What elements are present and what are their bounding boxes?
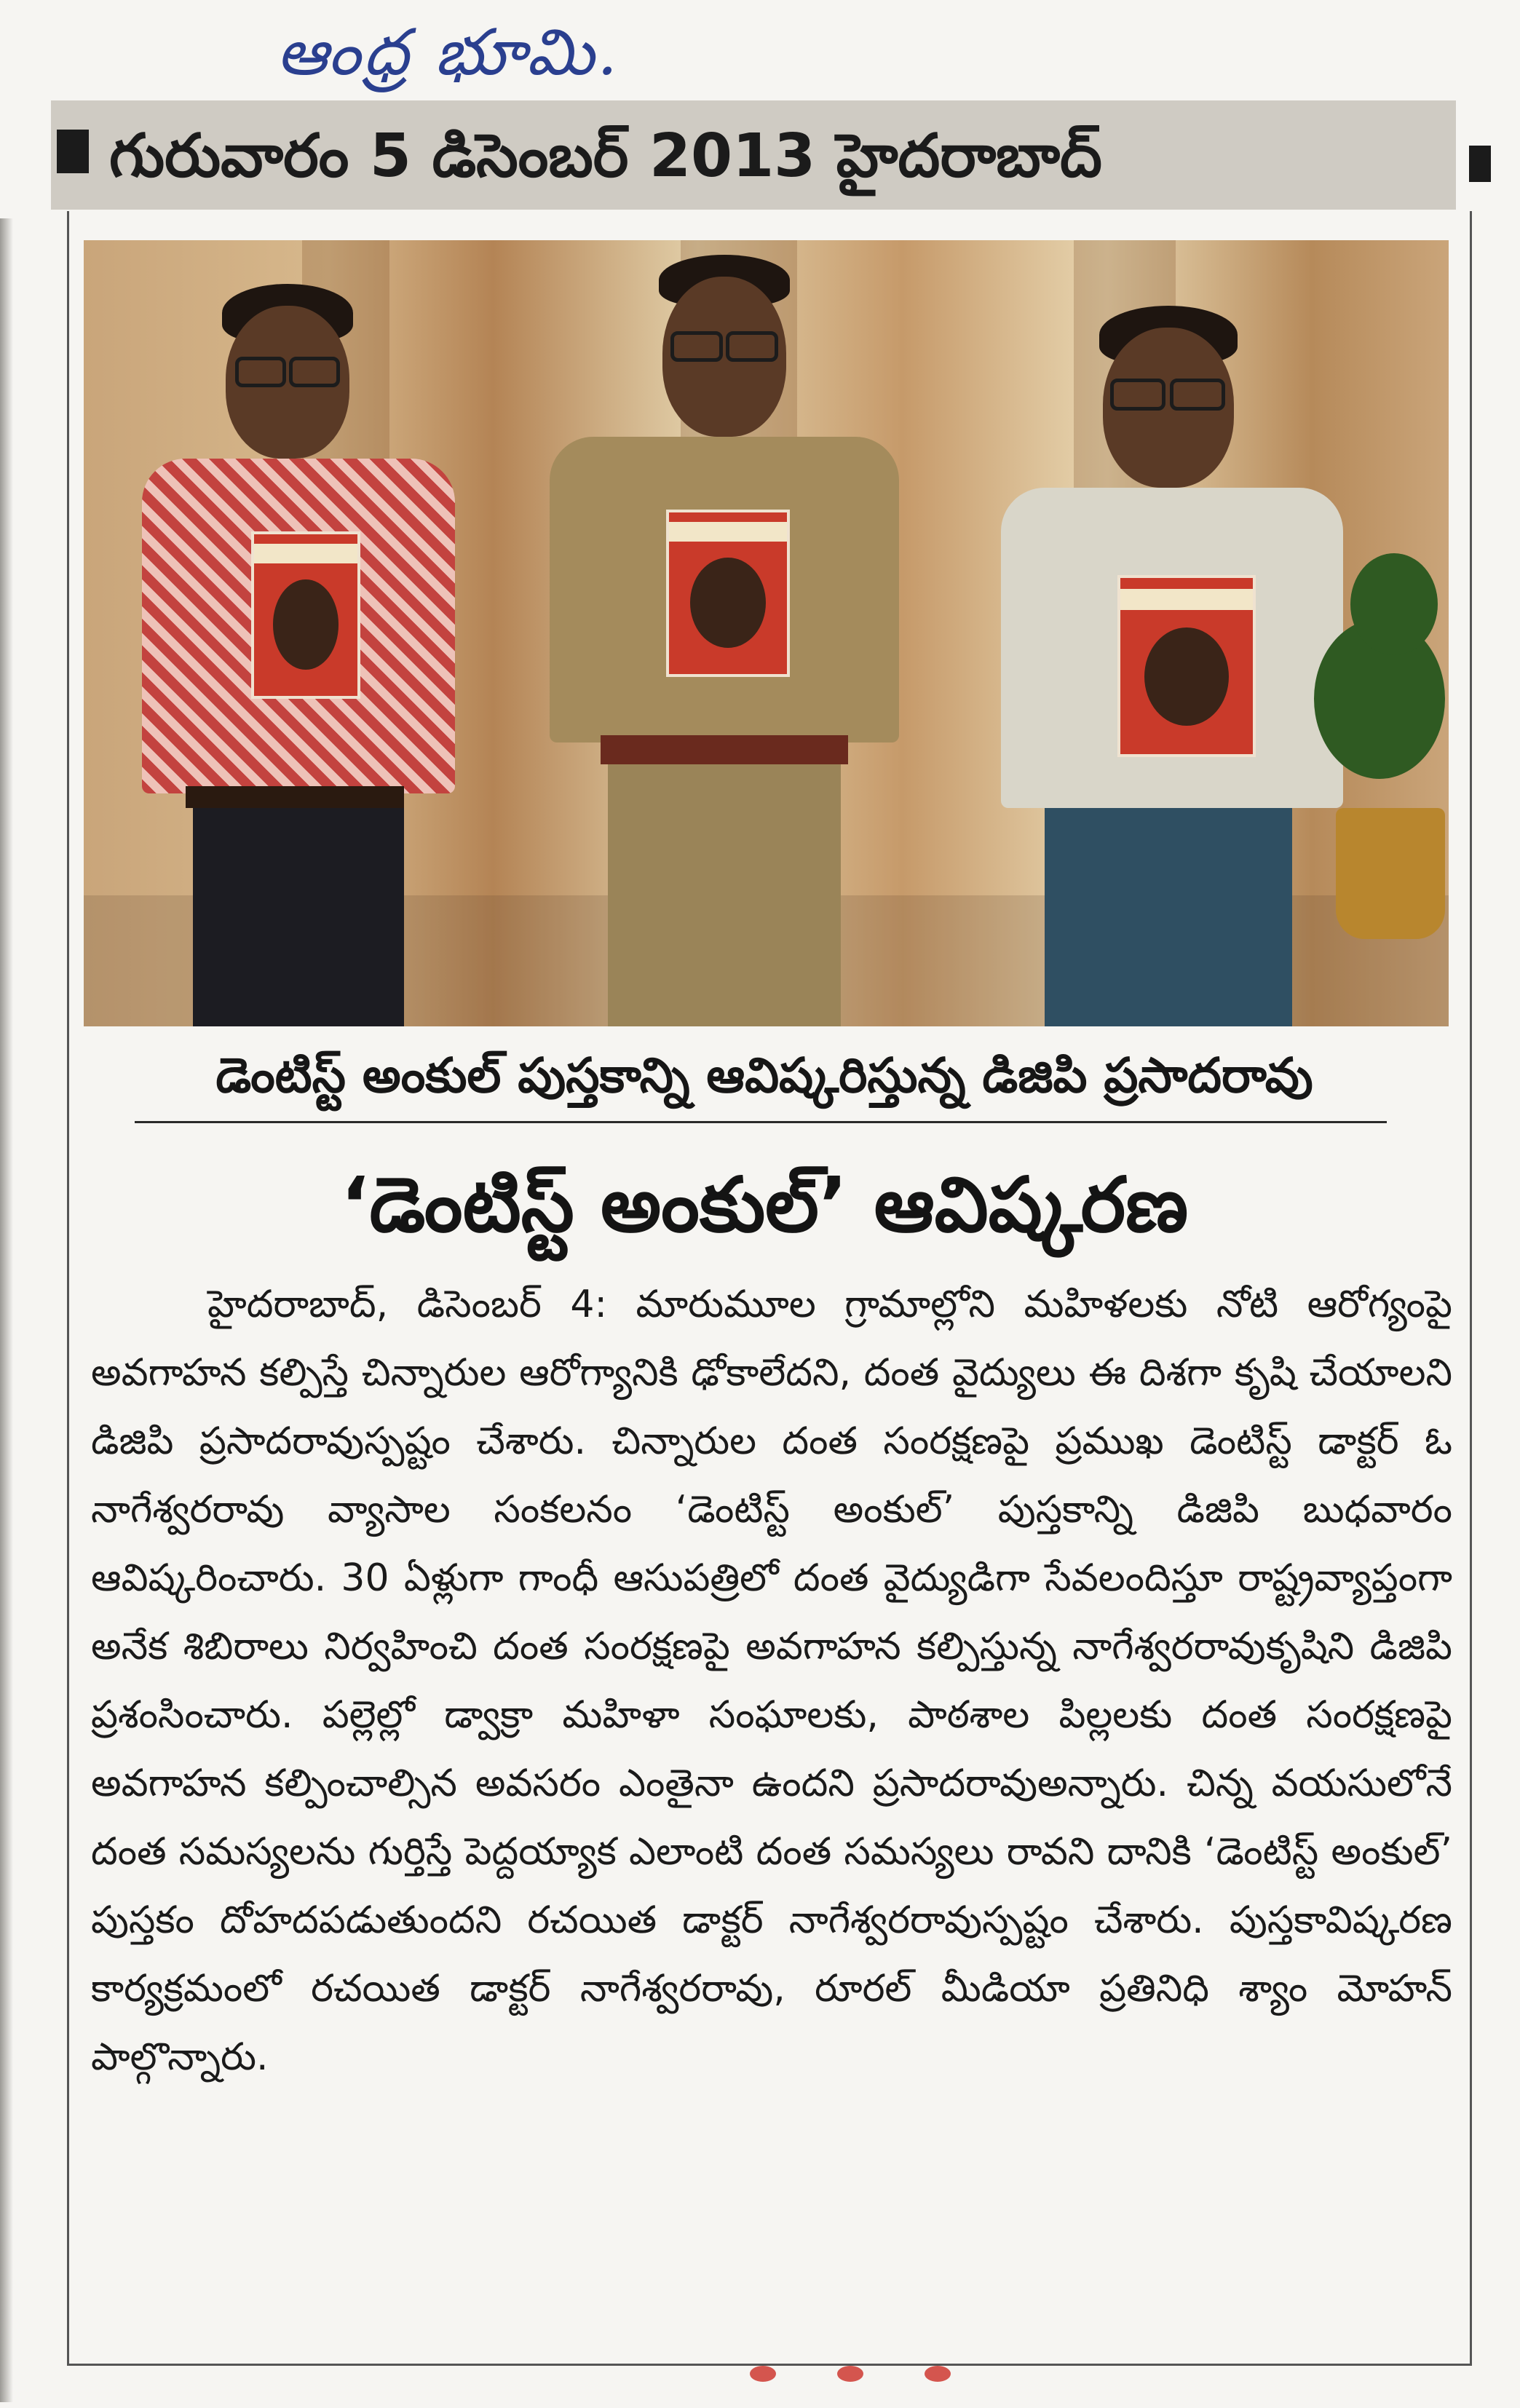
trousers <box>193 808 404 1026</box>
dateline-marker-left <box>57 130 89 173</box>
book-cover <box>1117 575 1256 757</box>
brass-pot <box>1336 808 1445 939</box>
potted-plant-leaves <box>1350 553 1438 655</box>
dateline-marker-right <box>1469 146 1491 182</box>
red-mark <box>837 2366 863 2382</box>
news-photo <box>84 240 1449 1026</box>
photo-caption: డెంటిస్ట్ అంకుల్ పుస్తకాన్ని ఆవిష్కరిస్తున్న డిజిపి ప్రసాదరావు <box>215 1047 1313 1104</box>
trousers <box>608 764 841 1026</box>
book-title-band <box>1120 589 1253 610</box>
trousers <box>1045 808 1292 1026</box>
article-headline: ‘డెంటిస్ట్ అంకుల్’ ఆవిష్కరణ <box>340 1160 1189 1249</box>
article-body: హైదరాబాద్, డిసెంబర్ 4: మారుమూల గ్రామాల్లోని మహిళలకు నోటి ఆరోగ్యంపై అవగాహన కల్పిస్తే చిన్నారుల ఆరోగ్యానికి ఢోకాలేదని, దంత వైద్యులు ఈ దిశగా కృషి చేయాలని డిజిపి ప్రసాదరావుస్పష్టం చేశారు. చిన్నారుల దంత సంరక్షణపై ప్రముఖ డెంటిస్ట్ డాక్టర్ ఓ నాగేశ్వరరావు వ్యాసాల సంకలనం ‘డెంటిస్ట్ అంకుల్’ పుస్తకాన్ని డిజిపి బుధవారం ఆవిష్కరించారు. 30 ఏళ్లుగా గాంధీ ఆసుపత్రిలో దంత వైద్యుడిగా సేవలందిస్తూ రాష్ట్రవ్యాప్తంగా అనేక శిబిరాలు నిర్వహించి దంత సంరక్షణపై అవగాహన కల్పిస్తున్న నాగేశ్వరరావుకృషిని డిజిపి ప్రశంసించారు. పల్లెల్లో డ్వాక్రా మహిళా సంఘాలకు, పాఠశాల పిల్లలకు దంత సంరక్షణపై అవగాహన కల్పించాల్సిన అవసరం ఎంతైనా ఉందని ప్రసాదరావుఅన్నారు. చిన్న వయసులోనే దంత సమస్యలను గుర్తిస్తే పెద్దయ్యాక ఎలాంటి దంత సమస్యలు రావని దానికి ‘డెంటిస్ట్ అంకుల్’ పుస్తకం దోహదపడుతుందని రచయిత డాక్టర్ నాగేశ్వరరావుస్పష్టం చేశారు. పుస్తకావిష్కరణ కార్యక్రమంలో రచయిత డాక్టర్ నాగేశ్వరరావు, రూరల్ మీడియా ప్రతినిధి శ్యాం మోహన్ పాల్గొన్నారు. <box>91 1283 1452 2079</box>
book-cover-portrait <box>273 579 339 670</box>
red-mark <box>750 2366 776 2382</box>
belt <box>601 735 848 764</box>
book-title-band <box>669 522 787 542</box>
book-cover-portrait <box>690 558 766 648</box>
red-mark <box>925 2366 951 2382</box>
glasses <box>1110 379 1165 411</box>
book-cover <box>251 531 360 699</box>
glasses <box>670 331 723 362</box>
glasses <box>235 357 286 387</box>
scan-edge-shadow <box>0 218 13 2402</box>
cut-off-next-article-marks <box>750 2359 968 2388</box>
glasses <box>1170 379 1225 411</box>
glasses <box>726 331 778 362</box>
book-cover <box>666 510 790 677</box>
handwritten-source-note: ఆంధ్ర భూమి. <box>277 15 621 90</box>
belt <box>186 786 404 808</box>
book-cover-portrait <box>1144 627 1229 726</box>
glasses <box>289 357 340 387</box>
book-title-band <box>254 544 357 563</box>
dateline-text: గురువారం 5 డిసెంబర్ 2013 హైదరాబాద్ <box>109 122 1102 191</box>
caption-divider <box>135 1121 1387 1123</box>
